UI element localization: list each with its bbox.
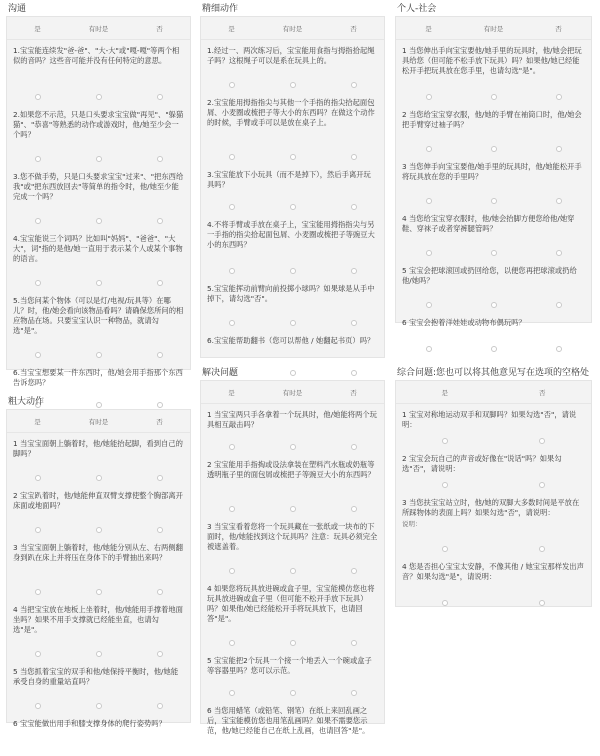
section-title: 个人-社会	[397, 4, 437, 14]
question-item	[201, 278, 384, 316]
col-sometimes: 有时是	[282, 24, 303, 33]
col-yes: 是	[34, 24, 41, 33]
radio-yes[interactable]	[442, 546, 448, 552]
question-text: 4 如果您将玩具放进碗或盒子里，宝宝能模仿您也将玩具放进碗或盒子里（但可能不松开手放下玩具）吗？如果他/她已经能松开手将玩具放下，也请回答"是"。	[207, 584, 375, 623]
radio-no[interactable]	[157, 527, 163, 533]
question-text: 4.不将手臂或手放在桌子上，宝宝能用拇指指尖与另一手指的指尖拾起面包屑、小麦圈或梳把子等豌豆大小的东西吗？	[207, 220, 375, 249]
answer-options	[396, 246, 591, 260]
note-label: 说明：	[402, 520, 422, 528]
question-item	[201, 454, 384, 502]
radio-no[interactable]	[157, 703, 163, 709]
question-item	[7, 485, 190, 523]
column-header	[7, 17, 190, 40]
radio-no[interactable]	[556, 250, 562, 256]
question-item	[7, 40, 190, 90]
radio-yes[interactable]	[35, 94, 41, 100]
question-item	[7, 228, 190, 276]
question-text: 2.如果您不示范，只是口头要求宝宝做"再见"、"躲猫猫"、"恭喜"等熟悉的动作或游戏时，他/她至少会一个吗？	[13, 110, 184, 139]
question-text: 2.宝宝能用拇指指尖与其他一个手指的指尖拾起面包屑、小麦圈或梳把子等大小的东西吗？在做这个动作的时候，手臂或手可以是放在桌子上。	[207, 98, 375, 127]
radio-yes[interactable]	[35, 589, 41, 595]
question-text: 3 当您扶宝宝站立时，他/她的双脚大多数时间是平放在所踩物体的表面上吗？如果勾选"否"，请说明：	[402, 498, 580, 517]
radio-sometimes[interactable]	[290, 204, 296, 210]
radio-yes[interactable]	[442, 600, 448, 606]
question-item	[7, 166, 190, 214]
question-item	[201, 330, 384, 366]
question-card	[200, 380, 385, 735]
answer-options	[201, 316, 384, 330]
question-text: 5 宝宝能把2个玩具一个接一个地丢入一个碗或盒子等容器里吗？您可以示范。	[207, 656, 372, 675]
radio-yes[interactable]	[229, 82, 235, 88]
section-personal-social	[395, 2, 592, 327]
radio-no[interactable]	[539, 600, 545, 606]
question-item	[201, 404, 384, 440]
radio-yes[interactable]	[229, 204, 235, 210]
question-item	[7, 362, 190, 398]
section-title: 沟通	[8, 4, 27, 14]
question-item	[7, 290, 190, 348]
col-yes: 是	[228, 388, 235, 397]
answer-options	[201, 636, 384, 650]
question-card	[395, 380, 592, 607]
radio-yes[interactable]	[426, 250, 432, 256]
radio-yes[interactable]	[35, 651, 41, 657]
question-text: 4 当您给宝宝穿衣服时，他/她会抬脚方便您给他/她穿鞋、穿袜子或者穿裤腿管吗？	[402, 214, 575, 233]
question-text: 4.宝宝能说三个词吗？比如叫"妈妈"、"爸爸"、"大大"，词"指的是他/她一直用于表示某个人或某个事物的语言。	[13, 234, 183, 263]
answer-options	[201, 200, 384, 214]
radio-yes[interactable]	[426, 94, 432, 100]
answer-options	[396, 298, 591, 312]
radio-no[interactable]	[351, 568, 357, 574]
question-text: 4 您是否担心宝宝太安静，不像其他 / 她宝宝那样发出声音？如果勾选"是"，请说明：	[402, 562, 584, 581]
radio-sometimes[interactable]	[290, 320, 296, 326]
question-card	[6, 16, 191, 387]
radio-no[interactable]	[556, 146, 562, 152]
radio-no[interactable]	[351, 444, 357, 450]
radio-no[interactable]	[351, 690, 357, 696]
question-item	[396, 404, 591, 434]
section-overall	[395, 366, 592, 607]
column-header	[396, 381, 591, 404]
radio-no[interactable]	[539, 482, 545, 488]
radio-sometimes[interactable]	[96, 156, 102, 162]
radio-sometimes[interactable]	[290, 506, 296, 512]
radio-sometimes[interactable]	[290, 690, 296, 696]
col-sometimes: 有时是	[483, 24, 504, 33]
question-item	[201, 578, 384, 636]
radio-yes[interactable]	[229, 640, 235, 646]
answer-options	[7, 152, 190, 166]
question-text: 5.宝宝能挥动前臂向前投掷小球吗？如果球是从手中掉下，请勾选"否"。	[207, 284, 375, 303]
radio-yes[interactable]	[35, 703, 41, 709]
radio-sometimes[interactable]	[96, 703, 102, 709]
radio-yes[interactable]	[229, 690, 235, 696]
question-item	[7, 713, 190, 743]
column-header	[7, 410, 190, 433]
radio-yes[interactable]	[229, 320, 235, 326]
col-sometimes: 有时是	[88, 417, 109, 426]
radio-sometimes[interactable]	[290, 568, 296, 574]
answer-options	[396, 478, 591, 492]
answer-options	[201, 78, 384, 92]
radio-sometimes[interactable]	[96, 218, 102, 224]
answer-options	[7, 90, 190, 104]
question-item	[396, 492, 591, 542]
question-item	[396, 448, 591, 478]
radio-yes[interactable]	[35, 280, 41, 286]
radio-yes[interactable]	[229, 568, 235, 574]
question-item	[396, 156, 591, 194]
radio-yes[interactable]	[35, 475, 41, 481]
question-item	[201, 92, 384, 150]
radio-yes[interactable]	[426, 146, 432, 152]
answer-options	[396, 194, 591, 208]
question-item	[7, 104, 190, 152]
radio-sometimes[interactable]	[491, 302, 497, 308]
question-text: 6.当宝宝想要某一件东西时，他/她会用手指那个东西告诉您吗？	[13, 368, 183, 387]
question-item	[201, 164, 384, 200]
answer-options	[396, 434, 591, 448]
answer-options	[201, 264, 384, 278]
radio-yes[interactable]	[229, 444, 235, 450]
radio-yes[interactable]	[442, 438, 448, 444]
column-header	[201, 17, 384, 40]
question-text: 6 宝宝能做出用手和膝支撑身体的爬行姿势吗？	[13, 719, 166, 728]
radio-sometimes[interactable]	[290, 268, 296, 274]
answer-options	[201, 564, 384, 578]
question-text: 6.宝宝能帮助翻书（您可以帮他 / 她翻起书页）吗？	[207, 336, 375, 345]
question-item	[7, 661, 190, 699]
question-card	[395, 16, 592, 327]
radio-no[interactable]	[351, 204, 357, 210]
question-text: 5 宝宝会把球滚回或扔回给您，以便您再把球滚或扔给他/她吗？	[402, 266, 577, 285]
radio-no[interactable]	[556, 346, 562, 352]
radio-sometimes[interactable]	[96, 352, 102, 358]
question-item	[396, 208, 591, 246]
col-sometimes: 有时是	[282, 388, 303, 397]
radio-sometimes[interactable]	[491, 250, 497, 256]
question-text: 3.您不做手势，只是口头要求宝宝"过来"、"把东西给我"或"把东西放回去"等简单的指令时，他/她至少能完成一个吗？	[13, 172, 184, 201]
question-item	[201, 700, 384, 756]
answer-options	[7, 348, 190, 362]
col-no: 否	[539, 388, 546, 397]
answer-options	[396, 342, 591, 356]
question-item	[396, 556, 591, 596]
col-no: 否	[350, 388, 357, 397]
radio-no[interactable]	[351, 320, 357, 326]
radio-no[interactable]	[556, 302, 562, 308]
question-text: 2 当您给宝宝穿衣服，他/她的手臂在袖筒口时，他/她会把手臂穿过袖子吗？	[402, 110, 582, 129]
radio-yes[interactable]	[229, 506, 235, 512]
question-item	[201, 214, 384, 264]
question-item	[7, 433, 190, 471]
radio-no[interactable]	[157, 218, 163, 224]
answer-options	[201, 686, 384, 700]
section-title: 综合问题:您也可以将其他意见写在选项的空格处	[397, 368, 590, 378]
section-communication	[6, 2, 191, 387]
question-card	[6, 409, 191, 728]
question-text: 2 宝宝能用手指掏或设法拿装在塑料汽水瓶或奶瓶等透明瓶子里的面包屑或梳把子等豌豆大小的东西吗？	[207, 460, 375, 479]
question-item	[396, 40, 591, 90]
question-text: 3 当宝宝看着您将一个玩具藏在一张纸或一块布的下面时，他/她能找到这个玩具吗？注意：玩具必须完全被遮盖着。	[207, 522, 378, 551]
radio-yes[interactable]	[35, 527, 41, 533]
question-text: 1 宝宝对称地运动双手和双脚吗？如果勾选"否"，请说明：	[402, 410, 577, 429]
question-text: 1 当宝宝两只手各拿着一个玩具时，他/她能将两个玩具相互敲击吗？	[207, 410, 377, 429]
question-text: 1.宝宝能连续发"爸-爸"、"大-大"或"嘎-嘎"等两个相似的音吗？这些音可能并没有任何特定的意思。	[13, 46, 180, 65]
section-gross-motor	[6, 395, 191, 728]
radio-yes[interactable]	[426, 198, 432, 204]
question-text: 1 当宝宝面朝上躺着时，他/她能抬起脚，看到自己的脚吗？	[13, 439, 183, 458]
question-item	[201, 40, 384, 78]
radio-sometimes[interactable]	[96, 280, 102, 286]
radio-no[interactable]	[157, 651, 163, 657]
radio-sometimes[interactable]	[491, 198, 497, 204]
radio-sometimes[interactable]	[96, 589, 102, 595]
column-header	[396, 17, 591, 40]
section-title: 精细动作	[202, 4, 239, 14]
col-yes: 是	[228, 24, 235, 33]
radio-sometimes[interactable]	[96, 651, 102, 657]
radio-yes[interactable]	[35, 352, 41, 358]
question-item	[201, 650, 384, 686]
col-no: 否	[350, 24, 357, 33]
question-item	[396, 312, 591, 342]
radio-sometimes[interactable]	[491, 346, 497, 352]
section-problem-solving	[200, 366, 385, 735]
question-text: 3 当宝宝面朝上躺着时，他/她能分别从左、右两侧翻身到趴在床上并将压在身体下的手臂抽出来吗？	[13, 543, 183, 562]
section-title: 粗大动作	[8, 397, 45, 407]
radio-sometimes[interactable]	[290, 444, 296, 450]
question-text: 2 宝宝趴着时，他/她能伸直双臂支撑使整个胸部离开床面或地面吗？	[13, 491, 183, 510]
question-item	[201, 516, 384, 564]
radio-no[interactable]	[351, 640, 357, 646]
col-sometimes: 有时是	[88, 24, 109, 33]
question-item	[396, 104, 591, 142]
answer-options	[201, 150, 384, 164]
answer-options	[7, 699, 190, 713]
radio-sometimes[interactable]	[96, 527, 102, 533]
col-no: 否	[156, 24, 163, 33]
answer-options	[7, 647, 190, 661]
section-title: 解决问题	[202, 368, 239, 378]
radio-no[interactable]	[351, 154, 357, 160]
radio-sometimes[interactable]	[96, 475, 102, 481]
radio-yes[interactable]	[229, 268, 235, 274]
question-text: 1.经过一、两次练习后，宝宝能用食指与拇指拾起绳子吗？这根绳子可以是系在玩具上的。	[207, 46, 375, 65]
radio-yes[interactable]	[35, 218, 41, 224]
question-text: 2 宝宝会玩自己的声音或好像在"说话"吗？如果勾选"否"，请说明：	[402, 454, 562, 473]
radio-no[interactable]	[157, 280, 163, 286]
col-no: 否	[555, 24, 562, 33]
radio-no[interactable]	[539, 546, 545, 552]
radio-no[interactable]	[351, 268, 357, 274]
radio-no[interactable]	[556, 198, 562, 204]
col-no: 否	[156, 417, 163, 426]
question-item	[7, 599, 190, 647]
answer-options	[396, 542, 591, 556]
question-text: 5.当您问某个物体（可以是灯/电视/玩具等）在哪儿？时，他/她会看向该物品看吗？请确保您所问的相应物品在场。只要宝宝认识一种物品，就请勾选"是"。	[13, 296, 184, 335]
question-text: 5 当您抓着宝宝的双手和他/她保持平衡时，他/她能承受自身的重量站直吗？	[13, 667, 179, 686]
answer-options	[7, 276, 190, 290]
radio-no[interactable]	[539, 438, 545, 444]
answer-options	[396, 90, 591, 104]
radio-no[interactable]	[157, 352, 163, 358]
answer-options	[7, 585, 190, 599]
col-yes: 是	[425, 24, 432, 33]
radio-yes[interactable]	[442, 482, 448, 488]
question-text: 3 当您伸手向宝宝要他/她手里的玩具时，他/她能松开手将玩具放在您的手里吗？	[402, 162, 582, 181]
radio-no[interactable]	[351, 506, 357, 512]
radio-sometimes[interactable]	[491, 146, 497, 152]
column-header	[201, 381, 384, 404]
question-text: 6 当您用蜡笔（或铅笔、钢笔）在纸上来回乱画之后，宝宝能模仿您也用笔乱画吗？如果不需要您示范，他/她已经能自己在纸上乱画，也请回答"是"。	[207, 706, 370, 735]
section-fine-motor	[200, 2, 385, 358]
radio-no[interactable]	[157, 475, 163, 481]
radio-yes[interactable]	[426, 346, 432, 352]
question-card	[200, 16, 385, 358]
radio-yes[interactable]	[35, 156, 41, 162]
question-text: 4 当把宝宝放在地板上坐着时，他/她能用手撑着地面坐吗？如果不用手支撑就已经能坐直，也请勾选"是"。	[13, 605, 183, 634]
answer-options	[396, 142, 591, 156]
question-text: 1 当您伸出手向宝宝要他/她手里的玩具时，他/她会把玩具给您（但可能不松手放下玩具）吗？如果他/她已经能松开手把玩具放在您手里，也请勾选"是"。	[402, 46, 582, 75]
answer-options	[396, 596, 591, 610]
answer-options	[201, 502, 384, 516]
radio-no[interactable]	[351, 82, 357, 88]
question-text: 6 宝宝会抱着洋娃娃或动物布偶玩吗？	[402, 318, 526, 327]
radio-sometimes[interactable]	[290, 82, 296, 88]
radio-yes[interactable]	[426, 302, 432, 308]
question-text: 3.宝宝能放下小玩具（而不是掉下），然后手离开玩具吗？	[207, 170, 371, 189]
radio-no[interactable]	[157, 94, 163, 100]
question-item	[7, 537, 190, 585]
radio-sometimes[interactable]	[491, 94, 497, 100]
radio-sometimes[interactable]	[96, 94, 102, 100]
radio-no[interactable]	[556, 94, 562, 100]
answer-options	[201, 440, 384, 454]
question-item	[396, 260, 591, 298]
radio-sometimes[interactable]	[290, 640, 296, 646]
answer-options	[7, 214, 190, 228]
radio-sometimes[interactable]	[290, 154, 296, 160]
answer-options	[7, 471, 190, 485]
radio-yes[interactable]	[229, 154, 235, 160]
answer-options	[7, 523, 190, 537]
radio-no[interactable]	[157, 589, 163, 595]
col-yes: 是	[441, 388, 448, 397]
radio-no[interactable]	[157, 156, 163, 162]
col-yes: 是	[34, 417, 41, 426]
